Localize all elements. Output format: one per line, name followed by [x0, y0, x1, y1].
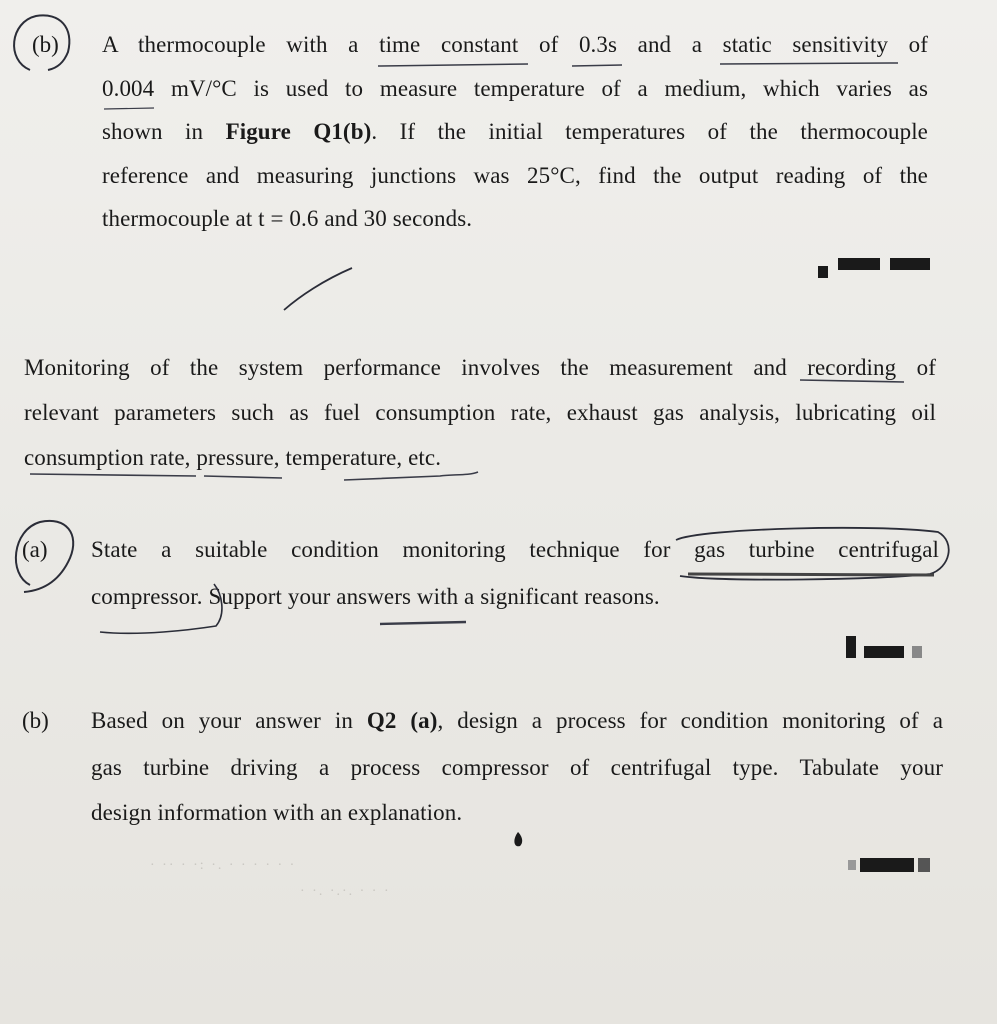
pen-slash [284, 268, 352, 310]
q1b-line-3 [102, 119, 928, 145]
figure-ref: Figure Q1(b) [225, 119, 372, 144]
q1b-line-3-a: shown in [102, 119, 226, 144]
q1b-line-2: 0.004 mV/°C is used to measure temperature of a medium, which varies as [102, 76, 928, 101]
q1b-label: (b) [32, 32, 59, 57]
q2a-line-2: compressor. Support your answers with a significant reasons. [91, 584, 660, 609]
bleed-through-text: · ·· · ·: ·. · · · · · · [150, 858, 297, 873]
q2b-line-3: design information with an explanation. [91, 800, 463, 825]
bleed-through-text: · ·. ·.·. · · · [300, 884, 391, 899]
mark-bar [838, 258, 880, 270]
mark-bar [918, 858, 930, 872]
q1b-line-4: reference and measuring junctions was 25°C, find the output reading of the [102, 163, 928, 188]
q2b-line-2: gas turbine driving a process compressor of centrifugal type. Tabulate your [91, 755, 943, 780]
q2-intro-line-3: consumption rate, pressure, temperature, etc. [24, 445, 442, 470]
mark-bar [860, 858, 914, 872]
mark-bar [890, 258, 930, 270]
marks-block-3 [848, 858, 930, 872]
q2b-line-1 [91, 708, 943, 734]
mark-bar [912, 646, 922, 658]
q1b-line-1: A thermocouple with a time constant of 0.3s and a static sensitivity of [102, 32, 928, 57]
q2b-label: (b) [22, 708, 49, 733]
q2-intro-line-2: relevant parameters such as fuel consumption rate, exhaust gas analysis, lubricating oil [24, 400, 936, 425]
mark-bar [846, 636, 856, 658]
q2a-label: (a) [22, 537, 48, 562]
mark-bar [818, 266, 828, 278]
marks-block-2 [846, 636, 922, 658]
q2b-line-1-a: Based on your answer in [91, 708, 367, 733]
q1b-line-5: thermocouple at t = 0.6 and 30 seconds. [102, 206, 473, 231]
q1b-line-3-b: . If the initial temperatures of the thermocouple [371, 119, 928, 144]
q2a-ref: Q2 (a) [366, 708, 438, 733]
q2a-line-1: State a suitable condition monitoring technique for gas turbine centrifugal [91, 537, 939, 562]
mark-bar [864, 646, 904, 658]
q2b-line-1-b: , design a process for condition monitoring of a [437, 708, 944, 733]
mark-bar [848, 860, 856, 870]
marks-block-1 [818, 258, 930, 278]
q2-intro-line-1: Monitoring of the system performance involves the measurement and recording of [24, 355, 936, 380]
